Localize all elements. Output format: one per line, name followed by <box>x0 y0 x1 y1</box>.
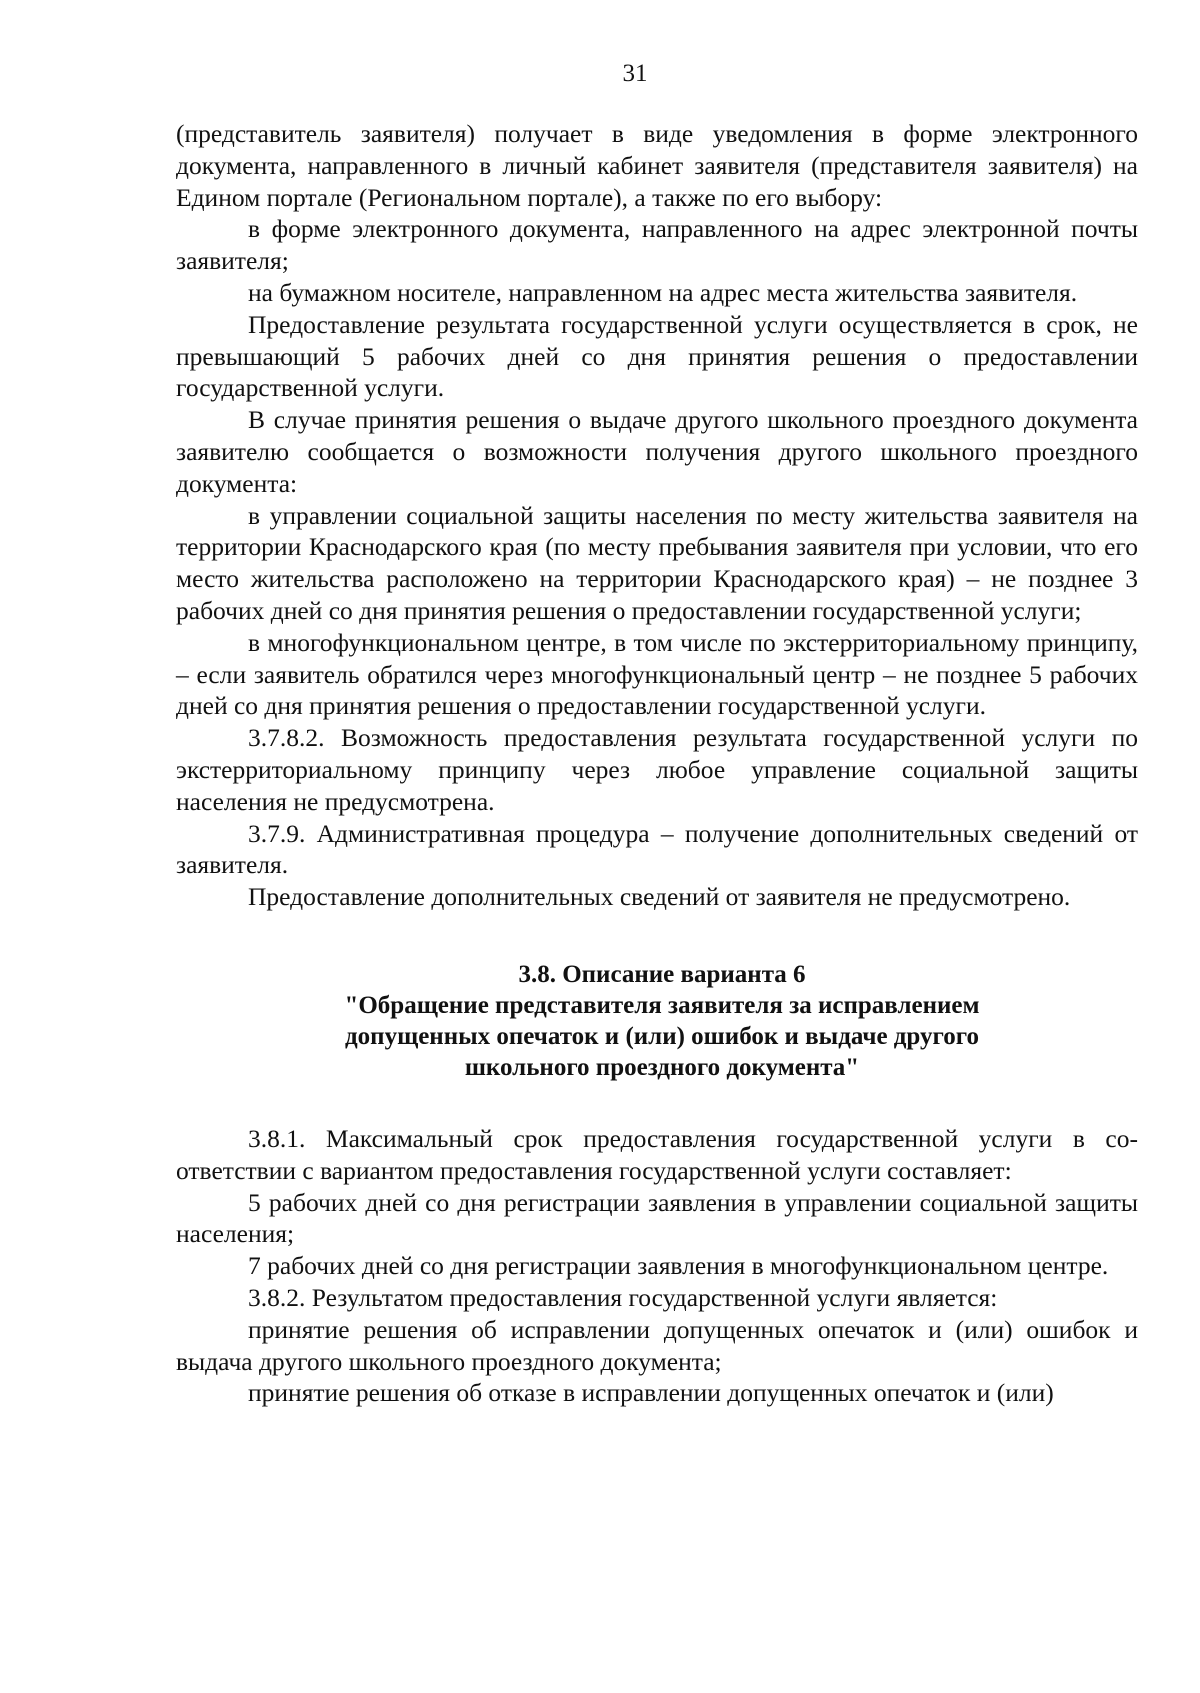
paragraph: в форме электронного документа, направленного на адрес электронной почты заявителя; <box>176 214 1138 276</box>
section-heading-line: "Обращение представителя заявителя за исправлением <box>344 991 980 1019</box>
paragraph: Предоставление дополнительных сведений от заявителя не предусмотрено. <box>248 882 1071 912</box>
section-heading-line: допущенных опечаток и (или) ошибок и выдаче другого <box>345 1022 979 1050</box>
paragraph: Предоставление результата государственной услуги осуществляется в срок, не превышающий 5 рабочих дней со дня принятия решения о предоставлении государственной услуги. <box>176 309 1138 403</box>
paragraph: принятие решения об исправлении допущенных опечаток и (или) ошибок и выдача другого школьного проездного документа; <box>176 1314 1138 1376</box>
paragraph: принятие решения об отказе в исправлении допущенных опечаток и (или) <box>248 1378 1054 1408</box>
paragraph: 3.8.2. Результатом предоставления государственной услуги является: <box>248 1282 998 1312</box>
paragraph: В случае принятия решения о выдаче другого школьного проездного документа заявителю сообщается о возможности получения другого школьного проездного документа: <box>176 405 1138 498</box>
paragraph: 3.7.9. Административная процедура – получение дополнительных сведений от заявителя. <box>176 818 1138 880</box>
paragraph: 3.8.1. Максимальный срок предоставления государственной услуги в соответствии с вариантом предоставления государственной услуги составляет: <box>176 1123 1138 1185</box>
page-number: 31 <box>622 60 648 87</box>
document-body <box>176 118 1138 1409</box>
paragraph: в управлении социальной защиты населения по месту жительства заявителя на территории Краснодарского края (по месту пребывания заявителя при условии, что его место жительства расположено на территории Краснодарского края) – не позднее 3 рабочих дней со дня принятия решения о предоставлении государственной услуги; <box>176 500 1138 625</box>
paragraph: в многофункциональном центре, в том числе по экстерриториальному принципу, – если заявитель обратился через многофункциональный центр – не позднее 5 рабочих дней со дня принятия решения о предоставлении государственной услуги. <box>176 627 1138 721</box>
section-heading-line: школьного проездного документа" <box>464 1053 860 1081</box>
paragraph: (представитель заявителя) получает в виде уведомления в форме электронного документа, направленного в личный кабинет заявителя (представителя заявителя) на Едином портале (Региональном портале), а также по его выбору: <box>176 119 1138 212</box>
section-heading-line: 3.8. Описание варианта 6 <box>518 960 806 988</box>
paragraph: 3.7.8.2. Возможность предоставления результата государственной услуги по экстерриториальному принципу через любое управление социальной защиты населения не предусмотрена. <box>176 723 1138 816</box>
section-heading <box>176 959 1138 1083</box>
paragraph: на бумажном носителе, направленном на адрес места жительства заявителя. <box>248 277 1078 307</box>
paragraph: 7 рабочих дней со дня регистрации заявления в многофункциональном центре. <box>248 1251 1109 1281</box>
paragraph: 5 рабочих дней со дня регистрации заявления в управлении социальной защиты населения; <box>176 1187 1138 1249</box>
